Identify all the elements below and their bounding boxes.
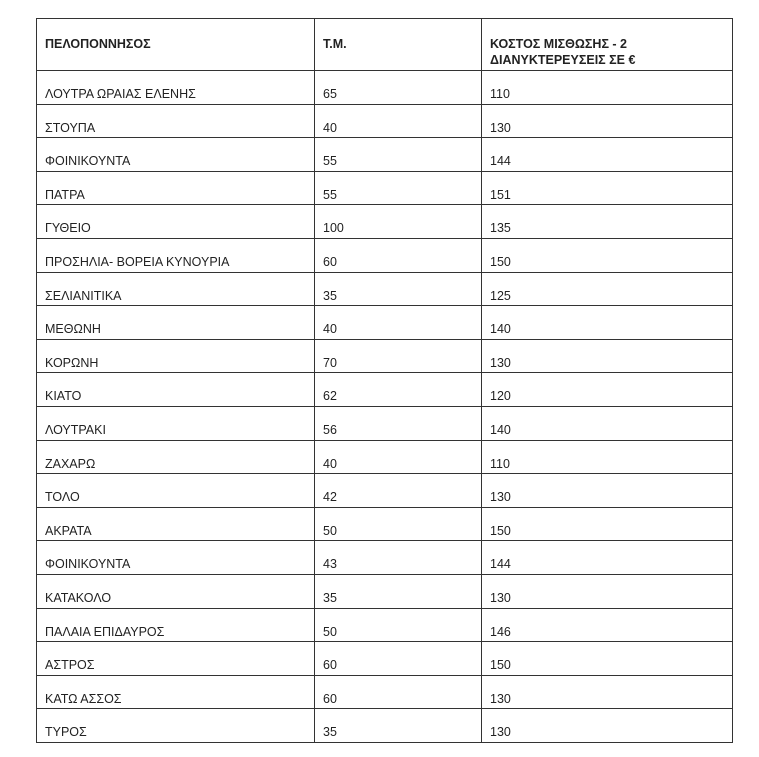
cell-cost: 110 xyxy=(482,71,733,105)
table-row xyxy=(37,238,733,272)
cell-location: ΣΤΟΥΠΑ xyxy=(37,104,315,138)
cell-cost: 144 xyxy=(482,541,733,575)
cell-cost: 110 xyxy=(482,440,733,474)
cell-location: ΦΟΙΝΙΚΟΥΝΤΑ xyxy=(37,541,315,575)
cell-location: ΖΑΧΑΡΩ xyxy=(37,440,315,474)
cell-sqm: 35 xyxy=(315,709,482,743)
table-row xyxy=(37,574,733,608)
table-row xyxy=(37,675,733,709)
cell-location: ΤΥΡΟΣ xyxy=(37,709,315,743)
cell-sqm: 55 xyxy=(315,171,482,205)
cell-cost: 125 xyxy=(482,272,733,306)
table-row xyxy=(37,104,733,138)
cell-sqm: 55 xyxy=(315,138,482,172)
cell-cost: 135 xyxy=(482,205,733,239)
cell-location: ΛΟΥΤΡΑ ΩΡΑΙΑΣ ΕΛΕΝΗΣ xyxy=(37,71,315,105)
cell-location: ΚΑΤΑΚΟΛΟ xyxy=(37,574,315,608)
cell-location: ΚΙΑΤΟ xyxy=(37,373,315,407)
cell-cost: 140 xyxy=(482,406,733,440)
table-row xyxy=(37,608,733,642)
cell-location: ΚΑΤΩ ΑΣΣΟΣ xyxy=(37,675,315,709)
cell-cost: 130 xyxy=(482,474,733,508)
cell-location: ΠΡΟΣΗΛΙΑ- ΒΟΡΕΙΑ ΚΥΝΟΥΡΙΑ xyxy=(37,238,315,272)
cell-cost: 150 xyxy=(482,507,733,541)
cell-sqm: 65 xyxy=(315,71,482,105)
cell-sqm: 70 xyxy=(315,339,482,373)
cell-sqm: 40 xyxy=(315,306,482,340)
cell-cost: 144 xyxy=(482,138,733,172)
table-body xyxy=(37,71,733,743)
cell-cost: 120 xyxy=(482,373,733,407)
cell-sqm: 60 xyxy=(315,238,482,272)
cell-location: ΦΟΙΝΙΚΟΥΝΤΑ xyxy=(37,138,315,172)
cell-location: ΑΚΡΑΤΑ xyxy=(37,507,315,541)
table-row xyxy=(37,440,733,474)
cell-sqm: 60 xyxy=(315,642,482,676)
cell-sqm: 56 xyxy=(315,406,482,440)
cell-sqm: 60 xyxy=(315,675,482,709)
cell-cost: 150 xyxy=(482,642,733,676)
cell-cost: 130 xyxy=(482,574,733,608)
cell-sqm: 50 xyxy=(315,507,482,541)
rental-cost-table xyxy=(36,18,733,743)
cell-location: ΣΕΛΙΑΝΙΤΙΚΑ xyxy=(37,272,315,306)
table-row xyxy=(37,205,733,239)
header-region: ΠΕΛΟΠΟΝΝΗΣΟΣ xyxy=(37,19,315,71)
cell-cost: 130 xyxy=(482,709,733,743)
cell-sqm: 42 xyxy=(315,474,482,508)
cell-cost: 140 xyxy=(482,306,733,340)
cell-sqm: 40 xyxy=(315,104,482,138)
table-row xyxy=(37,709,733,743)
table-row xyxy=(37,138,733,172)
table-row xyxy=(37,474,733,508)
cell-cost: 150 xyxy=(482,238,733,272)
cell-location: ΠΑΛΑΙΑ ΕΠΙΔΑΥΡΟΣ xyxy=(37,608,315,642)
cell-cost: 146 xyxy=(482,608,733,642)
table-row xyxy=(37,406,733,440)
table-header-row xyxy=(37,19,733,71)
cell-sqm: 35 xyxy=(315,574,482,608)
cell-location: ΛΟΥΤΡΑΚΙ xyxy=(37,406,315,440)
cell-location: ΤΟΛΟ xyxy=(37,474,315,508)
table-row xyxy=(37,507,733,541)
table-row xyxy=(37,272,733,306)
table-row xyxy=(37,171,733,205)
cell-location: ΑΣΤΡΟΣ xyxy=(37,642,315,676)
cell-cost: 130 xyxy=(482,675,733,709)
table-row xyxy=(37,642,733,676)
cell-cost: 151 xyxy=(482,171,733,205)
cell-location: ΚΟΡΩΝΗ xyxy=(37,339,315,373)
table-row xyxy=(37,71,733,105)
table-row xyxy=(37,339,733,373)
header-sqm: Τ.Μ. xyxy=(315,19,482,71)
table-row xyxy=(37,373,733,407)
cell-sqm: 43 xyxy=(315,541,482,575)
cell-location: ΜΕΘΩΝΗ xyxy=(37,306,315,340)
cell-location: ΠΑΤΡΑ xyxy=(37,171,315,205)
header-cost: ΚΟΣΤΟΣ ΜΙΣΘΩΣΗΣ - 2 ΔΙΑΝΥΚΤΕΡΕΥΣΕΙΣ ΣΕ € xyxy=(482,19,733,71)
cell-location: ΓΥΘΕΙΟ xyxy=(37,205,315,239)
cell-sqm: 62 xyxy=(315,373,482,407)
cell-sqm: 50 xyxy=(315,608,482,642)
cell-cost: 130 xyxy=(482,339,733,373)
table-row xyxy=(37,541,733,575)
cell-sqm: 100 xyxy=(315,205,482,239)
cell-cost: 130 xyxy=(482,104,733,138)
table-row xyxy=(37,306,733,340)
cell-sqm: 40 xyxy=(315,440,482,474)
cell-sqm: 35 xyxy=(315,272,482,306)
